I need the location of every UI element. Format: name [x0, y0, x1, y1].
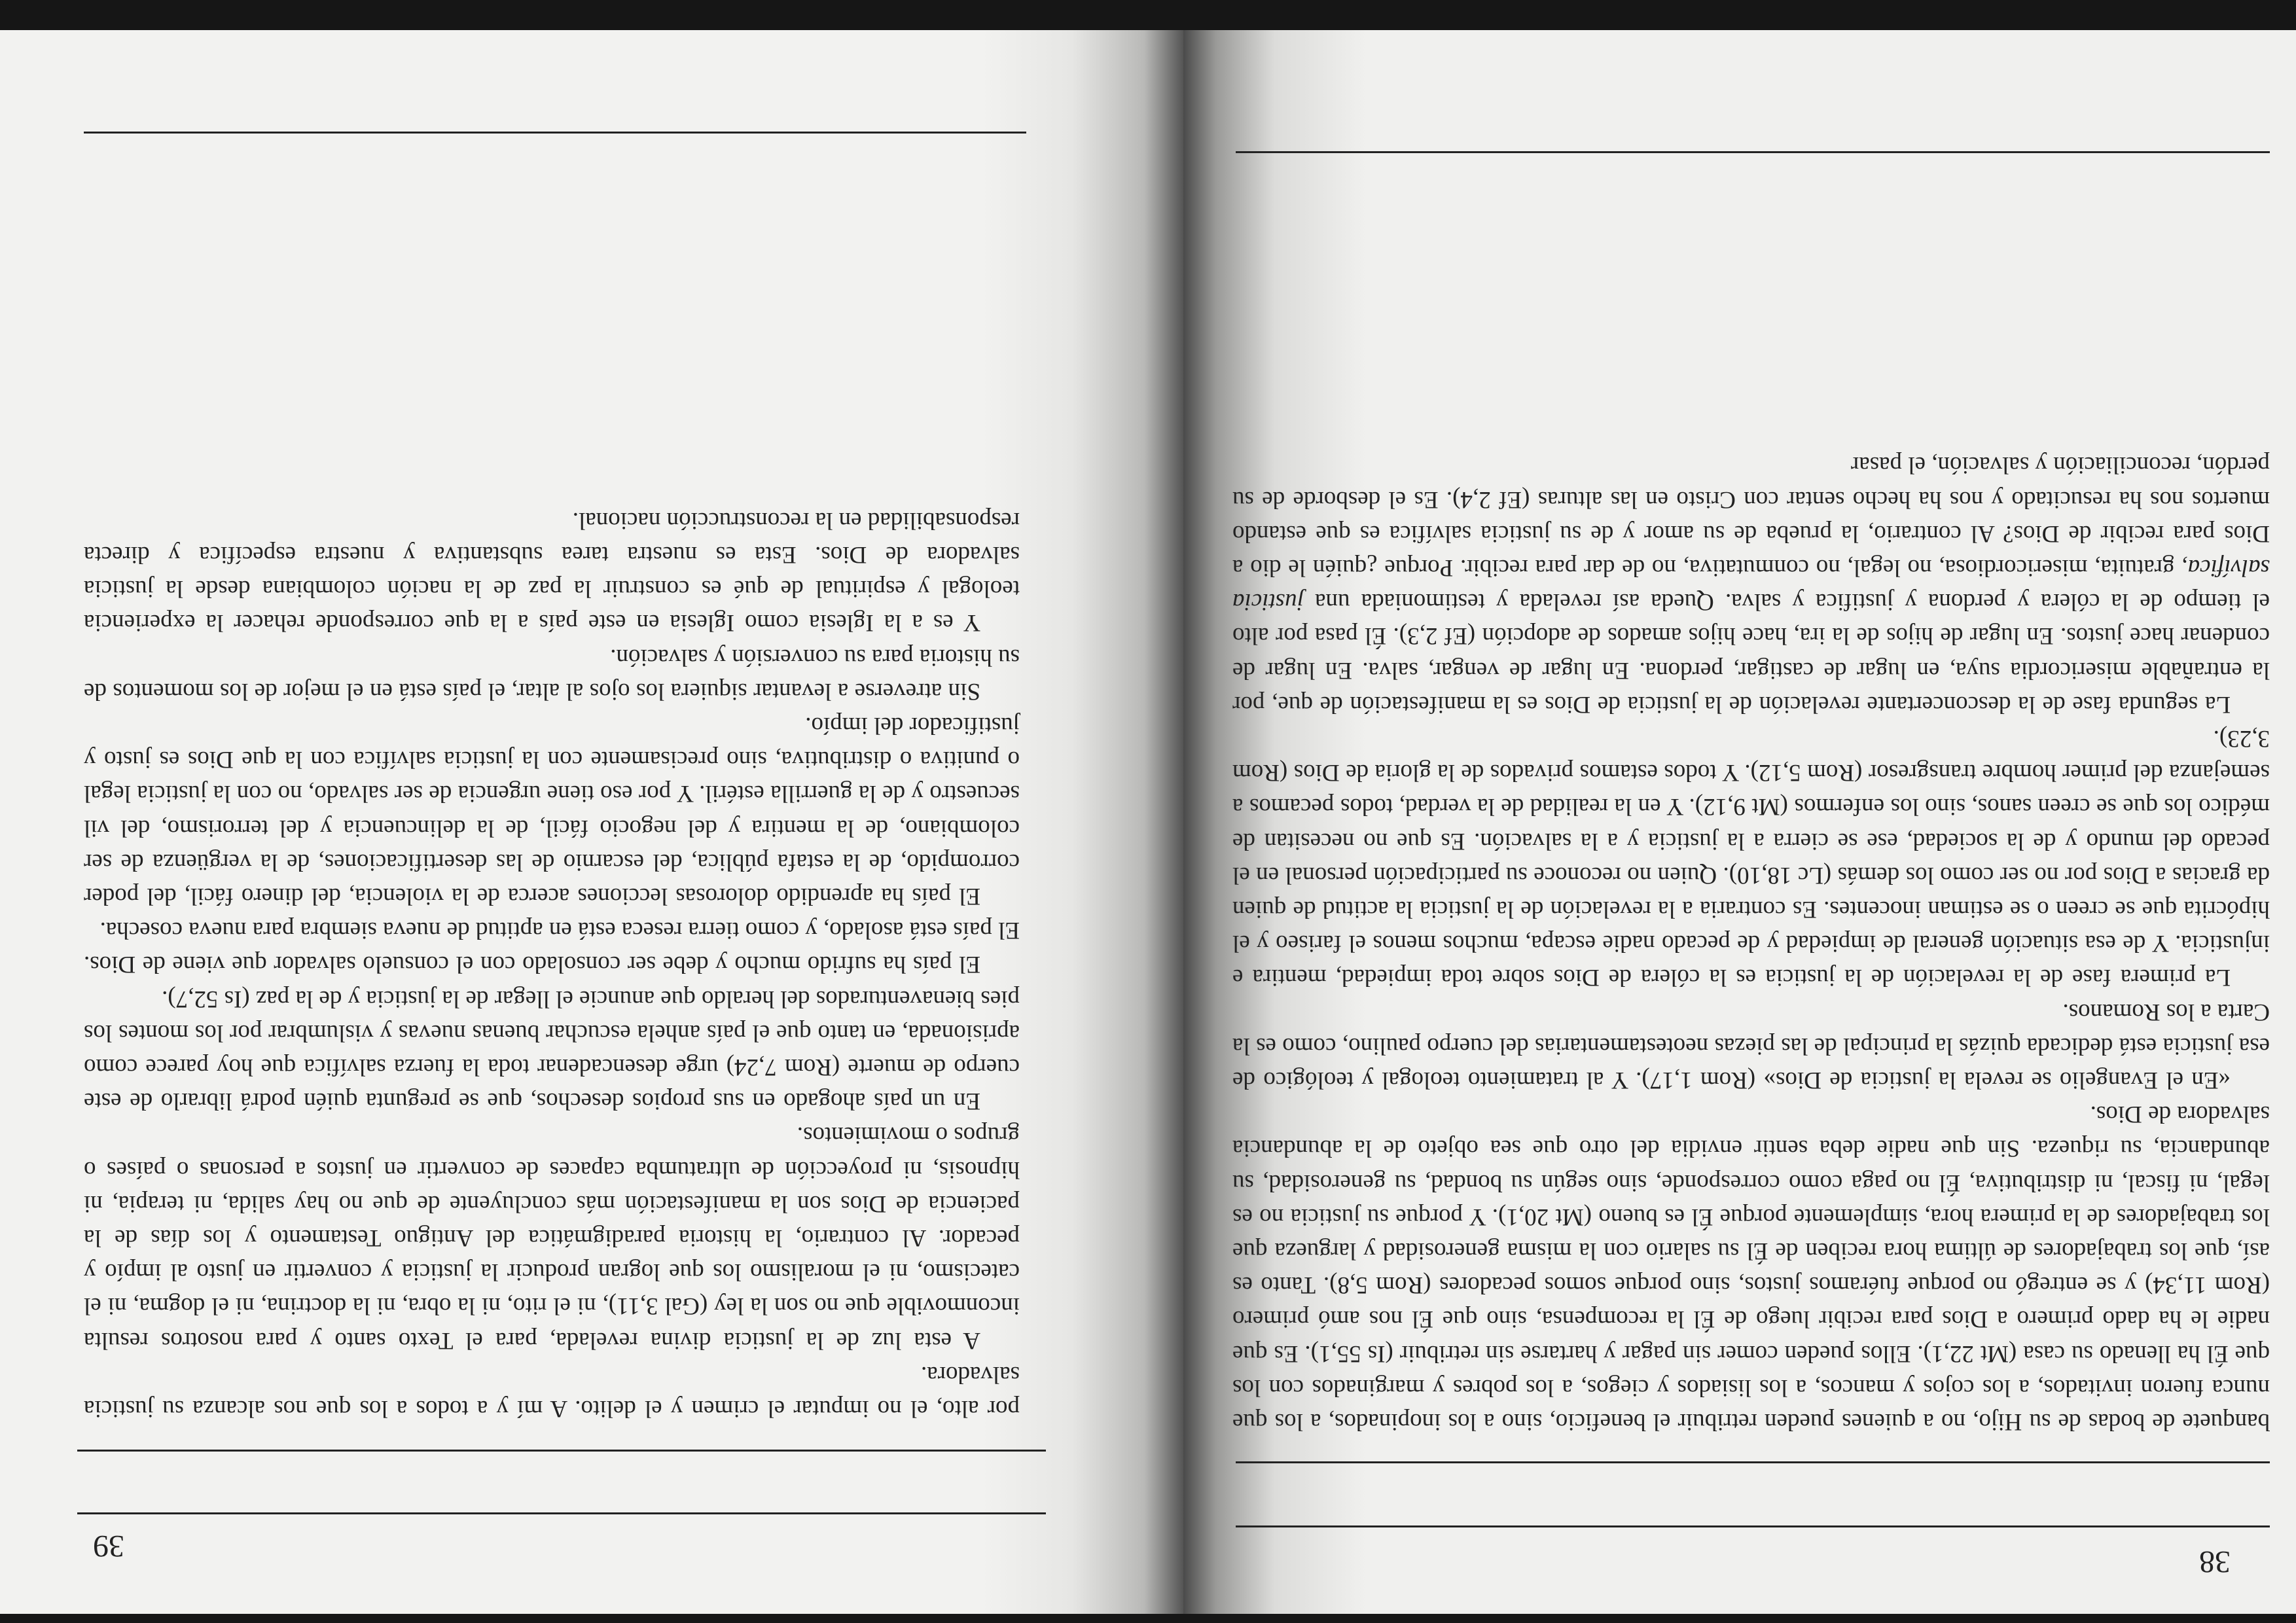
paragraph: El país ha sufrido mucho y debe ser consolado con el consuelo salvador que viene de Dios. El país está asolado, y como tierra reseca está en aptitud de nueva siembra para nueva cosecha. — [84, 917, 1020, 978]
page-number: 38 — [2199, 1544, 2231, 1579]
paragraph: por alto, el no imputar el crimen y el delito. A mí y a todos a los que nos alcanza su justicia salvadora. — [84, 1361, 1020, 1422]
footer-rule — [1236, 151, 2270, 153]
header-rule-bottom — [1236, 1461, 2270, 1463]
page-39 — [0, 30, 1190, 1614]
italic-phrase: justicia salvífica, — [1232, 554, 2270, 616]
header-rule-top — [77, 1512, 1046, 1514]
paragraph: La primera fase de la revelación de la justicia es la cólera de Dios sobre toda impiedad, mentira e injusticia. Y de esa situación general de impiedad y de pecado nadie escapa, muchos menos el fariseo y el hipócrita que se creen o se estiman inocentes. Es contraria a la revelación de la justicia la actitud de quien da gracias a Dios por no ser como los demás (Lc 18,10). Quien no reconoce su participación personal en el pecado del mundo y de la sociedad, ese se cierra a la justicia y a la salvación. Es que no necesitan de médico los que se creen sanos, sino los enfermos (Mt 9,12). Y en la realidad de la verdad, todos pecamos a semejanza del primer hombre transgresor (Rom 5,12). Y todos estamos privados de la gloria de Dios (Rom 3,23). — [1232, 724, 2270, 991]
paragraph — [1232, 448, 2270, 721]
paragraph: En un país ahogado en sus propios desechos, que se pregunta quién podrá librarlo de este cuerpo de muerte (Rom 7,24) urge desencadenar toda la fuerza salvífica que hoy parece como aprisionada, en tanto que el país anhela escuchar buenas nuevas y vislumbrar por los montes los pies bienaventurados del heraldo que anuncie el llegar de la justicia y de la paz (Is 52,7). — [84, 985, 1020, 1115]
paragraph: Sin atreverse a levantar siquiera los ojos al altar, el país está en el mejor de los momentos de su historia para su conversión y salvación. — [84, 643, 1020, 705]
paragraph: El país ha aprendido dolorosas lecciones acerca de la violencia, del dinero fácil, del poder corrompido, de la estafa pública, del escarnio de las desertificaciones, de la vergüenza de ser colombiano, de la mentira y del negocio fácil, de la delincuencia y del terrorismo, del vil secuestro y de la guerrilla estéril. Y por eso tiene urgencia de ser salvado, no con la justicia legal o punitiva o distributiva, sino precisamente con la justicia salvífica con la que Dios es justo y justificador del impío. — [84, 711, 1020, 910]
paragraph: «En el Evangelio se revela la justicia de Dios» (Rom 1,17). Y al tratamiento teologal y teológico de esa justicia está dedicada quizás la principal de las piezas neotestamentarias del cuerpo paulino, como es la Carta a los Romanos. — [1232, 998, 2270, 1094]
paragraph-text: gratuita, misericordiosa, no legal, no conmutativa, no de dar para recibir. Porque ¿quién le dio a Dios para recibir de Dios? Al contrario, la prueba de su amor y de su justicia salvífica es que estando muertos nos ha resucitado y nos ha hecho sentar con Cristo en las alturas (Ef 2,4). Es el desborde de su perdón, reconciliación y salvación, el pasar — [1232, 452, 2270, 581]
page-38-body — [1232, 448, 2270, 1438]
paragraph: Y es a la Iglesia como Iglesia en este país a la que corresponde rehacer la experiencia teologal y espiritual de qué es construir la paz de la nación colombiana desde la justicia salvadora de Dios. Esta es nuestra tarea substantiva y nuestra específica y directa responsabilidad en la reconstrucción nacional. — [84, 507, 1020, 637]
page-39-body — [84, 503, 1020, 1425]
page-38 — [1183, 30, 2296, 1614]
paragraph: A esta luz de la justicia divina revelada, para el Texto santo y para nosotros resulta inconmovible que no son la ley (Gal 3,11), ni el rito, ni la obra, ni la doctrina, ni el dogma, ni el catecismo, ni el moralismo los que logran producir la justicia y convertir en justo al impío y pecador. Al contrario, la historia paradigmática del Antiguo Testamento y los días de la paciencia de Dios son la manifestación más concluyente de que no hay salida, ni terapia, ni hipnosis, ni proyección de ultratumba capaces de convertir en justos a personas o países o grupos o movimientos. — [84, 1122, 1020, 1354]
page-number: 39 — [93, 1529, 124, 1563]
paragraph-text: La segunda fase de la desconcertante revelación de la justicia de Dios es la manifestación de que, por la entrañable misericordia suya, en lugar de castigar, perdona. En lugar de vengar, salva. En lugar de condenar hace justos. En lugar de hijos de la ira, hace hijos amados de adopción (Ef 2,3). Él pasa por alto el tiempo de la cólera y perdona y justifica y salva. Queda así revelada y testimoniada una — [1232, 588, 2270, 718]
footer-rule — [84, 132, 1026, 134]
paragraph: banquete de bodas de su Hijo, no a quienes pueden retribuir el beneficio, sino a los inopinados, a los que nunca fueron invitados, a los cojos y mancos, a los lisiados y ciegos, a los pobres y marginados con los que Él ha llenado su casa (Mt 22,1). Ellos pueden comer sin pagar y hartarse sin retribuir (Is 55,1). Es que nadie le ha dado primero a Dios para recibir luego de Él la recompensa, sino que Él nos amó primero (Rom 11,34) y se entregó no porque fuéramos justos, sino porque somos pecadores (Rom 5,8). Tanto es así, que los trabajadores de última hora reciben de Él su salario con la misma generosidad y largueza que los trabajadores de la primera hora, simplemente porque Él es bueno (Mt 20,1). Y porque su justicia no es legal, ni fiscal, ni distributiva, Él no paga como corresponde, sino según su bondad, su generosidad, su abundancia, su riqueza. Sin que nadie deba sentir envidia del otro que sea objeto de la abundancia salvadora de Dios. — [1232, 1101, 2270, 1435]
header-rule-bottom — [77, 1450, 1046, 1452]
header-rule-top — [1236, 1525, 2270, 1527]
